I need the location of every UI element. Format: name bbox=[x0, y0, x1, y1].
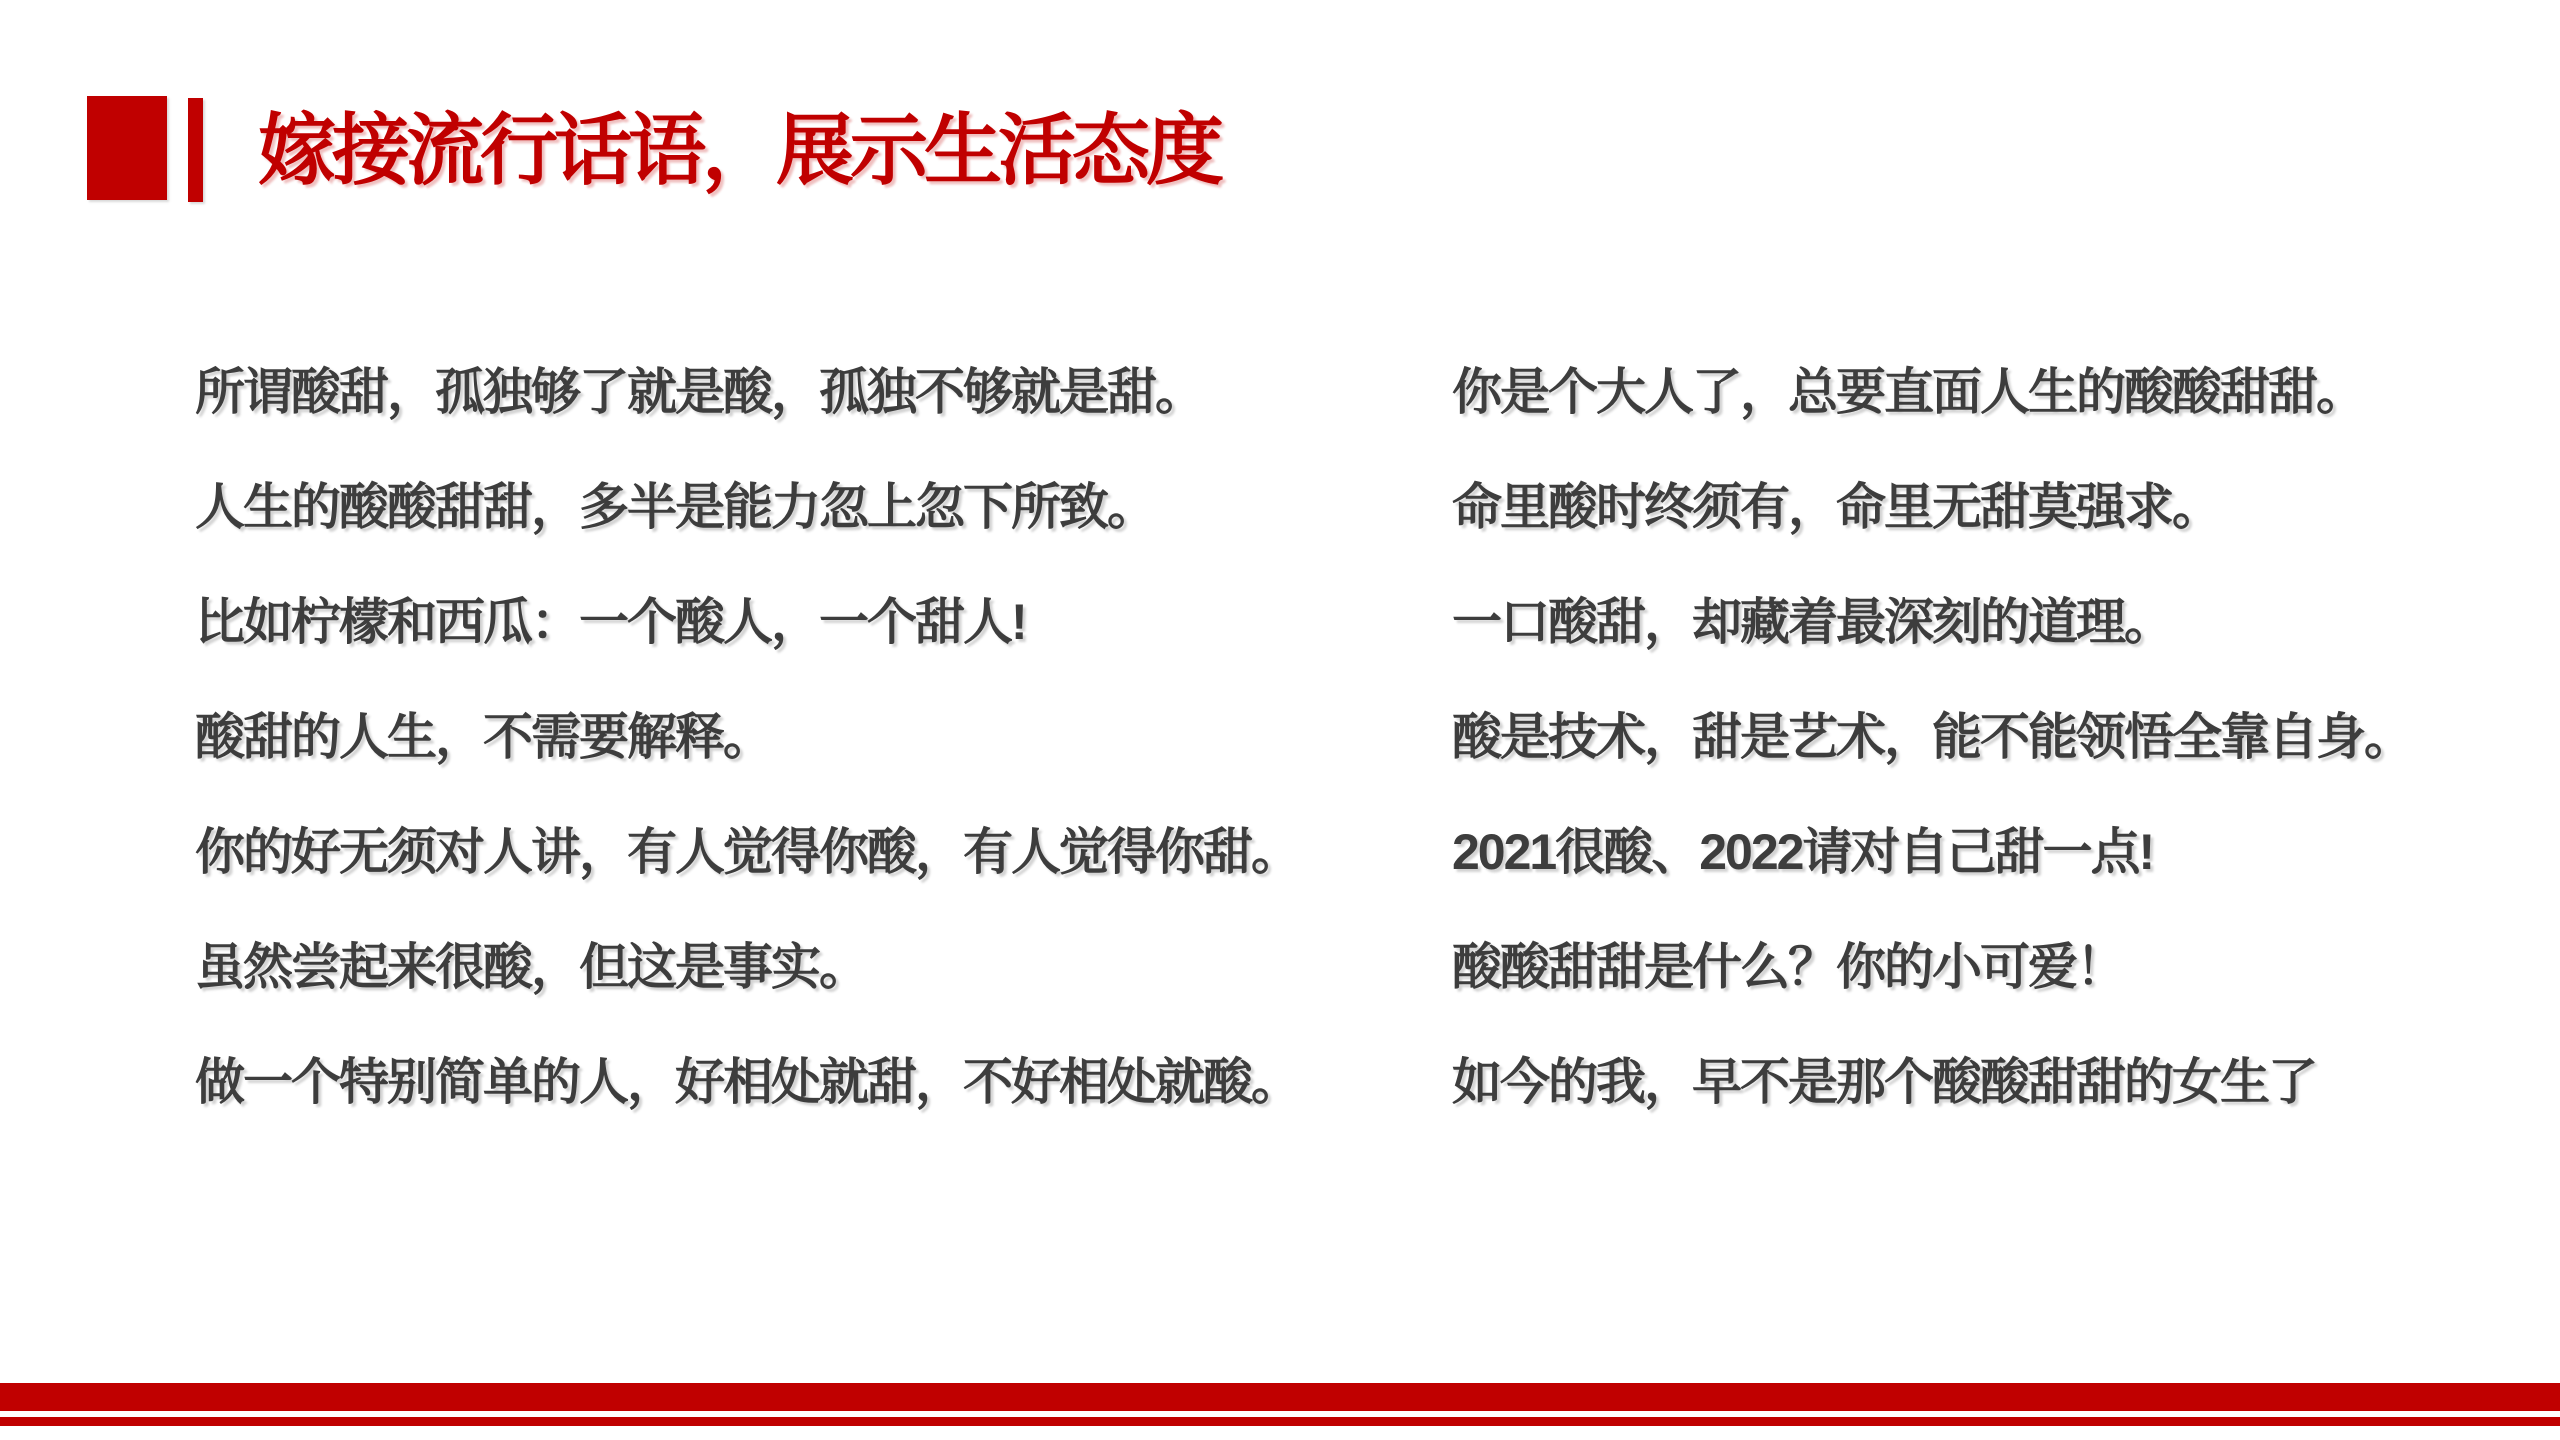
slide-title: 嫁接流行话语，展示生活态度 bbox=[258, 106, 1221, 194]
quote-line: 比如柠檬和西瓜：一个酸人，一个甜人! bbox=[195, 594, 1026, 650]
quote-line: 2021很酸、2022请对自己甜一点! bbox=[1452, 824, 2154, 880]
quote-line: 酸是技术，甜是艺术，能不能领悟全靠自身。 bbox=[1452, 709, 2412, 765]
quote-line: 你是个大人了，总要直面人生的酸酸甜甜。 bbox=[1452, 364, 2364, 420]
quote-line: 一口酸甜，却藏着最深刻的道理。 bbox=[1452, 594, 2172, 650]
quote-line: 所谓酸甜，孤独够了就是酸，孤独不够就是甜。 bbox=[195, 364, 1203, 420]
quote-line: 虽然尝起来很酸，但这是事实。 bbox=[195, 939, 867, 995]
title-accent-square-icon bbox=[87, 96, 167, 200]
quote-line: 命里酸时终须有，命里无甜莫强求。 bbox=[1452, 479, 2220, 535]
quote-column-right bbox=[1452, 335, 2502, 1140]
quote-line: 你的好无须对人讲，有人觉得你酸，有人觉得你甜。 bbox=[195, 824, 1299, 880]
quote-line: 做一个特别简单的人，好相处就甜，不好相处就酸。 bbox=[195, 1054, 1299, 1110]
quote-line: 如今的我，早不是那个酸酸甜甜的女生了 bbox=[1452, 1054, 2316, 1110]
footer-stripe-thick bbox=[0, 1383, 2560, 1411]
quote-column-left bbox=[195, 335, 1445, 1140]
quote-line: 人生的酸酸甜甜，多半是能力忽上忽下所致。 bbox=[195, 479, 1155, 535]
quote-line: 酸甜的人生，不需要解释。 bbox=[195, 709, 771, 765]
footer-stripe-thin bbox=[0, 1417, 2560, 1426]
title-accent-bar-icon bbox=[188, 98, 203, 202]
quote-line: 酸酸甜甜是什么？你的小可爱！ bbox=[1452, 939, 2124, 995]
